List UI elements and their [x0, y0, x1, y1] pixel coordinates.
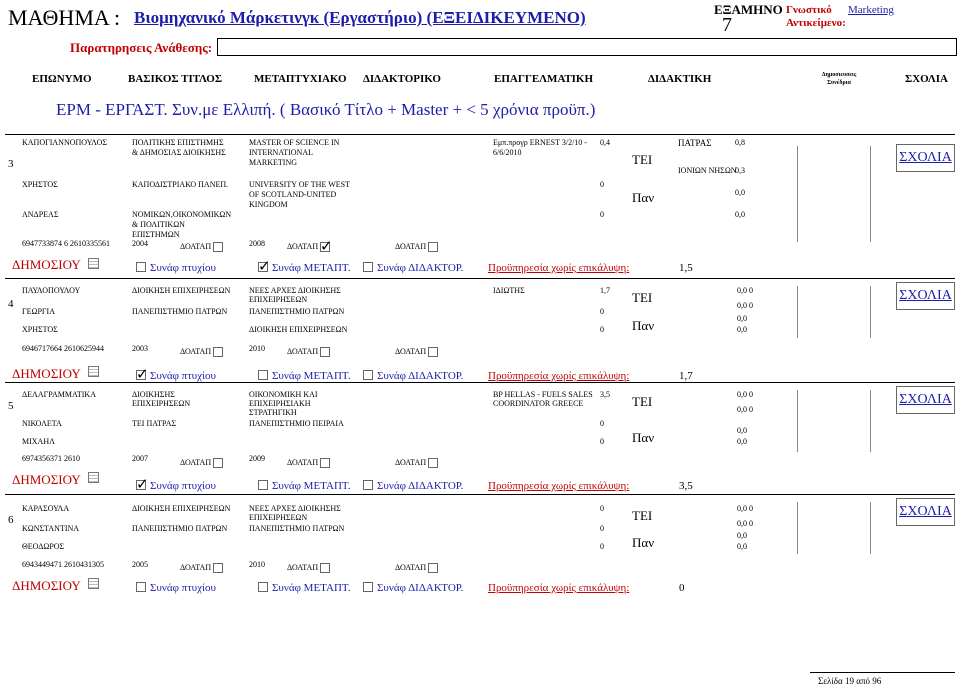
comments-button[interactable]: ΣΧΟΛΙΑ — [896, 282, 955, 310]
tei-label: ΤΕΙ — [632, 508, 653, 523]
doatap-checkbox[interactable] — [320, 458, 330, 468]
col-surname: ΕΠΩΝΥΜΟ — [32, 73, 92, 85]
synaf-ptyx-checkbox[interactable] — [136, 370, 146, 380]
col-publications: Δημοσιευσεις Συνέδρια — [821, 72, 857, 86]
professional-line: BP HELLAS - FUELS SALES — [493, 390, 593, 399]
public-checkbox[interactable] — [88, 578, 99, 589]
divider — [870, 146, 871, 242]
synaf-didakt-label: Συνάφ ΔΙΔΑΚΤΟΡ. — [377, 262, 464, 274]
father-name: ΧΡΗΣΤΟΣ — [22, 325, 58, 334]
col-phd: ΔΙΔΑΚΤΟΡΙΚΟ — [363, 73, 441, 85]
col-professional: ΕΠΑΓΓΕΛΜΑΤΙΚΗ — [494, 73, 594, 85]
teaching-value: 0,0 0 — [737, 390, 753, 399]
teaching-value: 0,0 — [735, 188, 745, 197]
year-master: 2009 — [249, 454, 265, 463]
doatap-checkbox[interactable] — [213, 347, 223, 357]
firstname: ΚΩΝΣΤΑΝΤΙΝΑ — [22, 524, 80, 533]
teaching-value: 0,0 — [737, 426, 747, 435]
firstname: ΧΡΗΣΤΟΣ — [22, 180, 58, 189]
professional-line: ΙΔΙΩΤΗΣ — [493, 286, 525, 295]
teaching-value: 0,0 — [737, 542, 747, 551]
divider — [797, 390, 798, 452]
professional-value: 0 — [600, 524, 604, 533]
proyp-label: Προϋπηρεσία χωρίς επικάλυψη: — [488, 582, 630, 594]
doatap-checkbox[interactable] — [213, 458, 223, 468]
master-school-line: KINGDOM — [249, 200, 288, 209]
year-basic: 2003 — [132, 344, 148, 353]
master-line: ΝΕΕΣ ΑΡΧΕΣ ΔΙΟΙΚΗΣΗΣ — [249, 286, 341, 295]
candidate-block — [0, 498, 960, 598]
synaf-ptyx-label: Συνάφ πτυχίου — [150, 480, 216, 492]
doatap-checkbox[interactable] — [428, 458, 438, 468]
doatap-label: ΔΟΑΤΑΠ — [180, 242, 212, 251]
father-name: ΜΙΧΑΗΛ — [22, 437, 55, 446]
synaf-metapt-label: Συνάφ ΜΕΤΑΠΤ. — [272, 370, 351, 382]
field-value[interactable]: Marketing — [848, 4, 894, 16]
basic-title-line: ΔΙΟΙΚΗΣΗ ΕΠΙΧΕΙΡΗΣΕΩΝ — [132, 504, 231, 513]
synaf-didakt-checkbox[interactable] — [363, 370, 373, 380]
basic-title-line: ΕΠΙΧΕΙΡΗΣΕΩΝ — [132, 399, 191, 408]
candidate-block — [0, 386, 960, 494]
proyp-value: 0 — [679, 582, 685, 594]
basic-extra-line: ΝΟΜΙΚΩΝ,ΟΙΚΟΝΟΜΙΚΩΝ — [132, 210, 232, 219]
year-master: 2010 — [249, 344, 265, 353]
doatap-label: ΔΟΑΤΑΠ — [395, 242, 427, 251]
father-name: ΘΕΟΔΩΡΟΣ — [22, 542, 65, 551]
doatap-label: ΔΟΑΤΑΠ — [287, 347, 319, 356]
teaching-value: 0,0 0 — [737, 405, 753, 414]
candidate-block — [0, 138, 960, 274]
professional-value: 1,7 — [600, 286, 610, 295]
proyp-label: Προϋπηρεσία χωρίς επικάλυψη: — [488, 480, 630, 492]
teaching-value: 0,0 — [737, 531, 747, 540]
public-label: ΔΗΜΟΣΙΟΥ — [12, 472, 81, 487]
doatap-checkbox[interactable] — [428, 242, 438, 252]
col-comments: ΣΧΟΛΙΑ — [905, 73, 948, 85]
basic-school: ΠΑΝΕΠΙΣΤΗΜΙΟ ΠΑΤΡΩΝ — [132, 307, 228, 316]
doatap-checkbox[interactable] — [320, 242, 330, 252]
pan-label: Παν — [632, 318, 655, 333]
teaching-value: 0,0 0 — [737, 286, 753, 295]
divider — [870, 286, 871, 338]
doatap-label: ΔΟΑΤΑΠ — [287, 563, 319, 572]
master-line: ΕΠΙΧΕΙΡΗΣΙΑΚΗ — [249, 399, 311, 408]
master-line: ΕΠΙΧΕΙΡΗΣΕΩΝ — [249, 295, 308, 304]
master-school-line: ΔΙΟΙΚΗΣΗ ΕΠΙΧΕΙΡΗΣΕΩΝ — [249, 325, 348, 334]
professional-value: 0,4 — [600, 138, 610, 147]
synaf-metapt-label: Συνάφ ΜΕΤΑΠΤ. — [272, 582, 351, 594]
doatap-checkbox[interactable] — [428, 347, 438, 357]
professional-line: Εμπ.προγρ ERNEST 3/2/10 - — [493, 138, 587, 147]
teaching-value: 0,0 0 — [737, 519, 753, 528]
row-number: 4 — [8, 298, 14, 310]
synaf-ptyx-label: Συνάφ πτυχίου — [150, 262, 216, 274]
master-line: ΕΠΙΧΕΙΡΗΣΕΩΝ — [249, 513, 308, 522]
field-label-1: Γνωστικό — [786, 4, 832, 16]
section-title: ΕΡΜ - ΕΡΓΑΣΤ. Συν.με Ελλιπή. ( Βασικό Τίτλο + Master + < 5 χρόνια προϋπ.) — [56, 100, 596, 119]
teaching-place: ΠΑΤΡΑΣ — [678, 138, 712, 148]
professional-value: 0 — [600, 504, 604, 513]
public-label: ΔΗΜΟΣΙΟΥ — [12, 578, 81, 593]
year-basic: 2007 — [132, 454, 148, 463]
synaf-ptyx-checkbox[interactable] — [136, 480, 146, 490]
doatap-label: ΔΟΑΤΑΠ — [395, 563, 427, 572]
doatap-label: ΔΟΑΤΑΠ — [180, 347, 212, 356]
synaf-metapt-checkbox[interactable] — [258, 370, 268, 380]
teaching-value: 0,8 — [735, 138, 745, 147]
professional-value: 0 — [600, 542, 604, 551]
firstname: ΝΙΚΟΛΕΤΑ — [22, 419, 62, 428]
surname: ΔΕΛΑΓΡΑΜΜΑΤΙΚΑ — [22, 390, 96, 399]
divider — [797, 286, 798, 338]
doatap-label: ΔΟΑΤΑΠ — [287, 458, 319, 467]
proyp-value: 3,5 — [679, 480, 693, 492]
teaching-value: 0,3 — [735, 166, 745, 175]
year-master: 2008 — [249, 239, 265, 248]
divider — [870, 390, 871, 452]
year-master: 2010 — [249, 560, 265, 569]
semester-value: 7 — [722, 14, 732, 36]
divider — [5, 278, 955, 279]
professional-value: 0 — [600, 419, 604, 428]
doatap-checkbox[interactable] — [428, 563, 438, 573]
public-checkbox[interactable] — [88, 472, 99, 483]
row-number: 6 — [8, 514, 14, 526]
pan-label: Παν — [632, 430, 655, 445]
teaching-value: 0,0 0 — [737, 504, 753, 513]
proyp-value: 1,7 — [679, 370, 693, 382]
doatap-checkbox[interactable] — [213, 563, 223, 573]
phones: 6947733874 6 2610335561 — [22, 239, 110, 248]
master-school-line: ΠΑΝΕΠΙΣΤΗΜΙΟ ΠΑΤΡΩΝ — [249, 307, 345, 316]
row-number: 5 — [8, 400, 14, 412]
divider — [5, 134, 955, 135]
phones: 6946717664 2610625944 — [22, 344, 104, 353]
basic-extra-line: ΕΠΙΣΤΗΜΩΝ — [132, 230, 180, 239]
proyp-label: Προϋπηρεσία χωρίς επικάλυψη: — [488, 370, 630, 382]
master-school-line: ΠΑΝΕΠΙΣΤΗΜΙΟ ΠΑΤΡΩΝ — [249, 524, 345, 533]
doatap-checkbox[interactable] — [320, 563, 330, 573]
course-name[interactable]: Βιομηχανικό Μάρκετινγκ (Εργαστήριο) (ΕΞΕΙΔΙΚΕΥΜΕΝΟ) — [134, 8, 586, 27]
public-checkbox[interactable] — [88, 258, 99, 269]
public-checkbox[interactable] — [88, 366, 99, 377]
remarks-field[interactable] — [217, 38, 957, 56]
page-title: ΜΑΘΗΜΑ : — [8, 5, 121, 30]
public-label: ΔΗΜΟΣΙΟΥ — [12, 366, 81, 381]
master-school-line: OF SCOTLAND-UNITED — [249, 190, 337, 199]
doatap-checkbox[interactable] — [213, 242, 223, 252]
divider — [5, 382, 955, 383]
synaf-metapt-label: Συνάφ ΜΕΤΑΠΤ. — [272, 480, 351, 492]
pan-label: Παν — [632, 190, 655, 205]
doatap-label: ΔΟΑΤΑΠ — [395, 458, 427, 467]
comments-button[interactable]: ΣΧΟΛΙΑ — [896, 386, 955, 414]
teaching-value: 0,0 — [737, 437, 747, 446]
synaf-didakt-label: Συνάφ ΔΙΔΑΚΤΟΡ. — [377, 480, 464, 492]
synaf-didakt-checkbox[interactable] — [363, 262, 373, 272]
doatap-checkbox[interactable] — [320, 347, 330, 357]
synaf-didakt-label: Συνάφ ΔΙΔΑΚΤΟΡ. — [377, 582, 464, 594]
proyp-value: 1,5 — [679, 262, 693, 274]
divider — [797, 502, 798, 554]
synaf-metapt-checkbox[interactable] — [258, 480, 268, 490]
doatap-label: ΔΟΑΤΑΠ — [180, 458, 212, 467]
synaf-ptyx-label: Συνάφ πτυχίου — [150, 370, 216, 382]
divider — [5, 494, 955, 495]
professional-value: 0 — [600, 325, 604, 334]
tei-label: ΤΕΙ — [632, 290, 653, 305]
footer-rule — [810, 672, 955, 673]
synaf-ptyx-checkbox[interactable] — [136, 262, 146, 272]
synaf-ptyx-label: Συνάφ πτυχίου — [150, 582, 216, 594]
comments-button[interactable]: ΣΧΟΛΙΑ — [896, 498, 955, 526]
firstname: ΓΕΩΡΓΙΑ — [22, 307, 55, 316]
year-basic: 2004 — [132, 239, 148, 248]
master-line: ΣΤΡΑΤΗΓΙΚΗ — [249, 408, 297, 417]
father-name: ΑΝΔΡΕΑΣ — [22, 210, 59, 219]
synaf-didakt-label: Συνάφ ΔΙΔΑΚΤΟΡ. — [377, 370, 464, 382]
professional-value: 0 — [600, 210, 604, 219]
master-line: MARKETING — [249, 158, 297, 167]
teaching-value: 0,0 — [737, 325, 747, 334]
professional-line: 6/6/2010 — [493, 148, 522, 157]
col-basic-title: ΒΑΣΙΚΟΣ ΤΙΤΛΟΣ — [128, 73, 223, 85]
synaf-metapt-checkbox[interactable] — [258, 262, 268, 272]
surname: ΠΑΥΛΟΠΟΥΛΟΥ — [22, 286, 81, 295]
surname: ΚΑΡΑΣΟΥΛΑ — [22, 504, 70, 513]
basic-title-line: ΔΙΟΙΚΗΣΗ ΕΠΙΧΕΙΡΗΣΕΩΝ — [132, 286, 231, 295]
basic-title-line: ΠΟΛΙΤΙΚΗΣ ΕΠΙΣΤΗΜΗΣ — [132, 138, 224, 147]
master-school-line: ΠΑΝΕΠΙΣΤΗΜΙΟ ΠΕΙΡΑΙΑ — [249, 419, 344, 428]
semester-label: ΕΞΑΜΗΝΟ — [714, 2, 783, 17]
teaching-place: ΙΟΝΙΩΝ ΝΗΣΩΝ — [678, 166, 737, 175]
row-number: 3 — [8, 158, 14, 170]
proyp-label: Προϋπηρεσία χωρίς επικάλυψη: — [488, 262, 630, 274]
teaching-value: 0,0 0 — [737, 301, 753, 310]
page-number: Σελίδα 19 από 96 — [818, 676, 882, 686]
field-label-2: Αντικείμενο: — [786, 17, 846, 29]
professional-value: 0 — [600, 307, 604, 316]
master-line: ΝΕΕΣ ΑΡΧΕΣ ΔΙΟΙΚΗΣΗΣ — [249, 504, 341, 513]
synaf-ptyx-checkbox[interactable] — [136, 582, 146, 592]
teaching-value: 0,0 — [735, 210, 745, 219]
professional-value: 0 — [600, 437, 604, 446]
master-line: INTERNATIONAL — [249, 148, 313, 157]
professional-value: 0 — [600, 180, 604, 189]
tei-label: ΤΕΙ — [632, 394, 653, 409]
candidate-block — [0, 282, 960, 382]
professional-value: 3,5 — [600, 390, 610, 399]
pan-label: Παν — [632, 535, 655, 550]
doatap-label: ΔΟΑΤΑΠ — [180, 563, 212, 572]
basic-school: ΠΑΝΕΠΙΣΤΗΜΙΟ ΠΑΤΡΩΝ — [132, 524, 228, 533]
teaching-value: 0,0 — [737, 314, 747, 323]
synaf-didakt-checkbox[interactable] — [363, 582, 373, 592]
basic-school: ΚΑΠΟΔΙΣΤΡΙΑΚΟ ΠΑΝΕΠ. — [132, 180, 229, 189]
divider — [797, 146, 798, 242]
remarks-label: Παρατηρησεις Ανάθεσης: — [70, 40, 213, 55]
synaf-metapt-label: Συνάφ ΜΕΤΑΠΤ. — [272, 262, 351, 274]
public-label: ΔΗΜΟΣΙΟΥ — [12, 257, 81, 272]
master-line: ΟΙΚΟΝΟΜΙΚΗ ΚΑΙ — [249, 390, 318, 399]
col-teaching: ΔΙΔΑΚΤΙΚΗ — [648, 73, 712, 85]
basic-extra-line: & ΠΟΛΙΤΙΚΩΝ — [132, 220, 185, 229]
master-line: MASTER OF SCIENCE IN — [249, 138, 340, 147]
synaf-didakt-checkbox[interactable] — [363, 480, 373, 490]
basic-title-line: & ΔΗΜΟΣΙΑΣ ΔΙΟΙΚΗΣΗΣ — [132, 148, 226, 157]
divider — [870, 502, 871, 554]
doatap-label: ΔΟΑΤΑΠ — [395, 347, 427, 356]
surname: ΚΑΠΟΓΙΑΝΝΟΠΟΥΛΟΣ — [22, 138, 108, 147]
synaf-metapt-checkbox[interactable] — [258, 582, 268, 592]
professional-line: COORDINATOR GREECE — [493, 399, 584, 408]
year-basic: 2005 — [132, 560, 148, 569]
doatap-label: ΔΟΑΤΑΠ — [287, 242, 319, 251]
phones: 6943449471 2610431305 — [22, 560, 104, 569]
phones: 6974356371 2610 — [22, 454, 80, 463]
basic-title-line: ΔΙΟΙΚΗΣΗΣ — [132, 390, 175, 399]
tei-label: ΤΕΙ — [632, 152, 653, 167]
comments-button[interactable]: ΣΧΟΛΙΑ — [896, 144, 955, 172]
master-school-line: UNIVERSITY OF THE WEST — [249, 180, 350, 189]
col-master: ΜΕΤΑΠΤΥΧΙΑΚΟ — [254, 73, 347, 85]
basic-school: ΤΕΙ ΠΑΤΡΑΣ — [132, 419, 177, 428]
